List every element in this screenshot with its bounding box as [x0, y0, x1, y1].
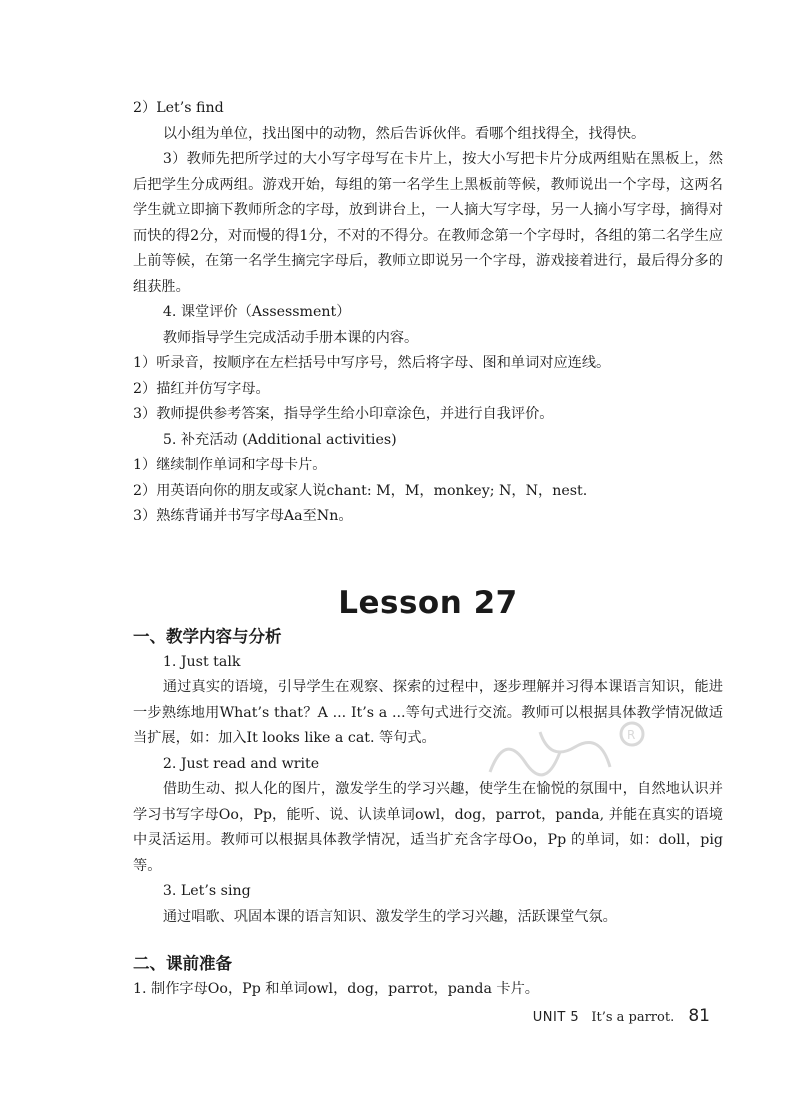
paragraph: 教师指导学生完成活动手册本课的内容。	[162, 329, 419, 346]
subsection-heading: 3. Let’s sing	[162, 883, 251, 899]
svg-text:R: R	[627, 728, 636, 742]
footer-unit: UNIT 5	[532, 1010, 580, 1025]
paragraph: 以小组为单位，找出图中的动物，然后告诉伙伴。看哪个组找得全，找得快。	[162, 125, 646, 142]
subsection-heading: 1. Just talk	[162, 653, 241, 670]
paragraph: 通过真实的语境，引导学生在观察、探索的过程中，逐步理解并习得本课语言知识，能进一步熟练地用What’s that？A ... It’s a ...等句式进行交流。教师可以根据具体教学情况做适当扩展，如：加入It looks like a cat. 等句式。	[133, 679, 723, 746]
list-item: 1）继续制作单词和字母卡片。	[133, 457, 327, 473]
assessment-heading: 4. 课堂评价（Assessment）	[162, 304, 351, 320]
section-heading: 一、教学内容与分析	[133, 626, 282, 646]
list-item: 3）教师提供参考答案，指导学生给小印章涂色，并进行自我评价。	[133, 406, 554, 422]
page-number: 81	[688, 1006, 710, 1026]
additional-activities-heading: 5. 补充活动 (Additional activities)	[162, 431, 397, 448]
list-item: 2）描红并仿写字母。	[133, 380, 270, 397]
paragraph: 借助生动、拟人化的图片，激发学生的学习兴趣，使学生在愉悦的氛围中，自然地认识并学习书写字母Oo，Pp，能听、说、认读单词owl，dog，parrot，panda, 并能在真实的语境中灵活运用。教师可以根据具体教学情况，适当扩充含字母Oo，Pp 的单词，如：doll，pig等。	[133, 781, 723, 874]
page-footer	[533, 1006, 710, 1026]
footer-title: It’s a parrot.	[591, 1010, 675, 1025]
page-content	[133, 96, 723, 1003]
list-item: 1. 制作字母Oo，Pp 和单词owl，dog，parrot，panda 卡片。	[133, 981, 539, 997]
subsection-heading: 2. Just read and write	[162, 755, 320, 772]
paragraph: 3）教师先把所学过的大小写字母写在卡片上，按大小写把卡片分成两组贴在黑板上，然后把学生分成两组。游戏开始，每组的第一名学生上黑板前等候，教师说出一个字母，这两名学生就立即摘下教师所念的字母，放到讲台上，一人摘大写字母，另一人摘小写字母，摘得对而快的得2分，对而慢的得1分，不对的不得分。在教师念第一个字母时，各组的第二名学生应上前等候，在第一名学生摘完字母后，教师立即说另一个字母，游戏接着进行，最后得分多的组获胜。	[133, 151, 723, 295]
activity-lets-find-heading: 2）Let’s find	[133, 100, 224, 116]
lesson-title: Lesson 27	[338, 584, 518, 621]
section-heading: 二、课前准备	[133, 954, 232, 973]
paragraph: 通过唱歌、巩固本课的语言知识、激发学生的学习兴趣，活跃课堂气氛。	[162, 908, 617, 925]
list-item: 2）用英语向你的朋友或家人说chant: M，M，monkey; N，N，nest.	[133, 482, 588, 499]
list-item: 3）熟练背诵并书写字母Aa至Nn。	[133, 508, 353, 524]
list-item: 1）听录音，按顺序在左栏括号中写序号，然后将字母、图和单词对应连线。	[133, 355, 611, 371]
